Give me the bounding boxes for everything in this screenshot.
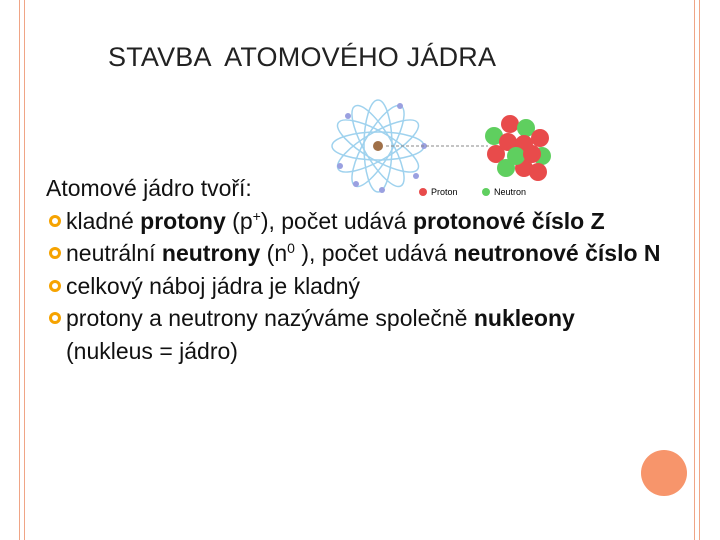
bullet-list (46, 205, 666, 368)
decorative-circle (641, 450, 687, 496)
left-border-line (19, 0, 20, 540)
content-body (46, 172, 666, 367)
bullet-icon (49, 312, 61, 324)
bullet-icon (49, 247, 61, 259)
right-border-line-inner (699, 0, 700, 540)
neutron-legend-label: Neutron (494, 187, 527, 197)
proton-legend-label: Proton (431, 187, 458, 197)
right-border-line (694, 0, 695, 540)
left-border-line-inner (24, 0, 25, 540)
bullet-nucleons: protony a neutrony nazýváme společně nukleony (nukleus = jádro) (46, 302, 666, 367)
slide-title: STAVBA ATOMOVÉHO JÁDRA (108, 42, 497, 72)
bullet-icon (49, 280, 61, 292)
bullet-charge: celkový náboj jádra je kladný (46, 270, 666, 303)
bullet-protons: kladné protony (p+), počet udává protonové číslo Z (46, 205, 666, 238)
intro-text: Atomové jádro tvoří: (46, 175, 252, 201)
bullet-neutrons: neutrální neutrony ($n^0$ ), počet udává neutronové číslo N (46, 237, 666, 270)
bullet-icon (49, 215, 61, 227)
